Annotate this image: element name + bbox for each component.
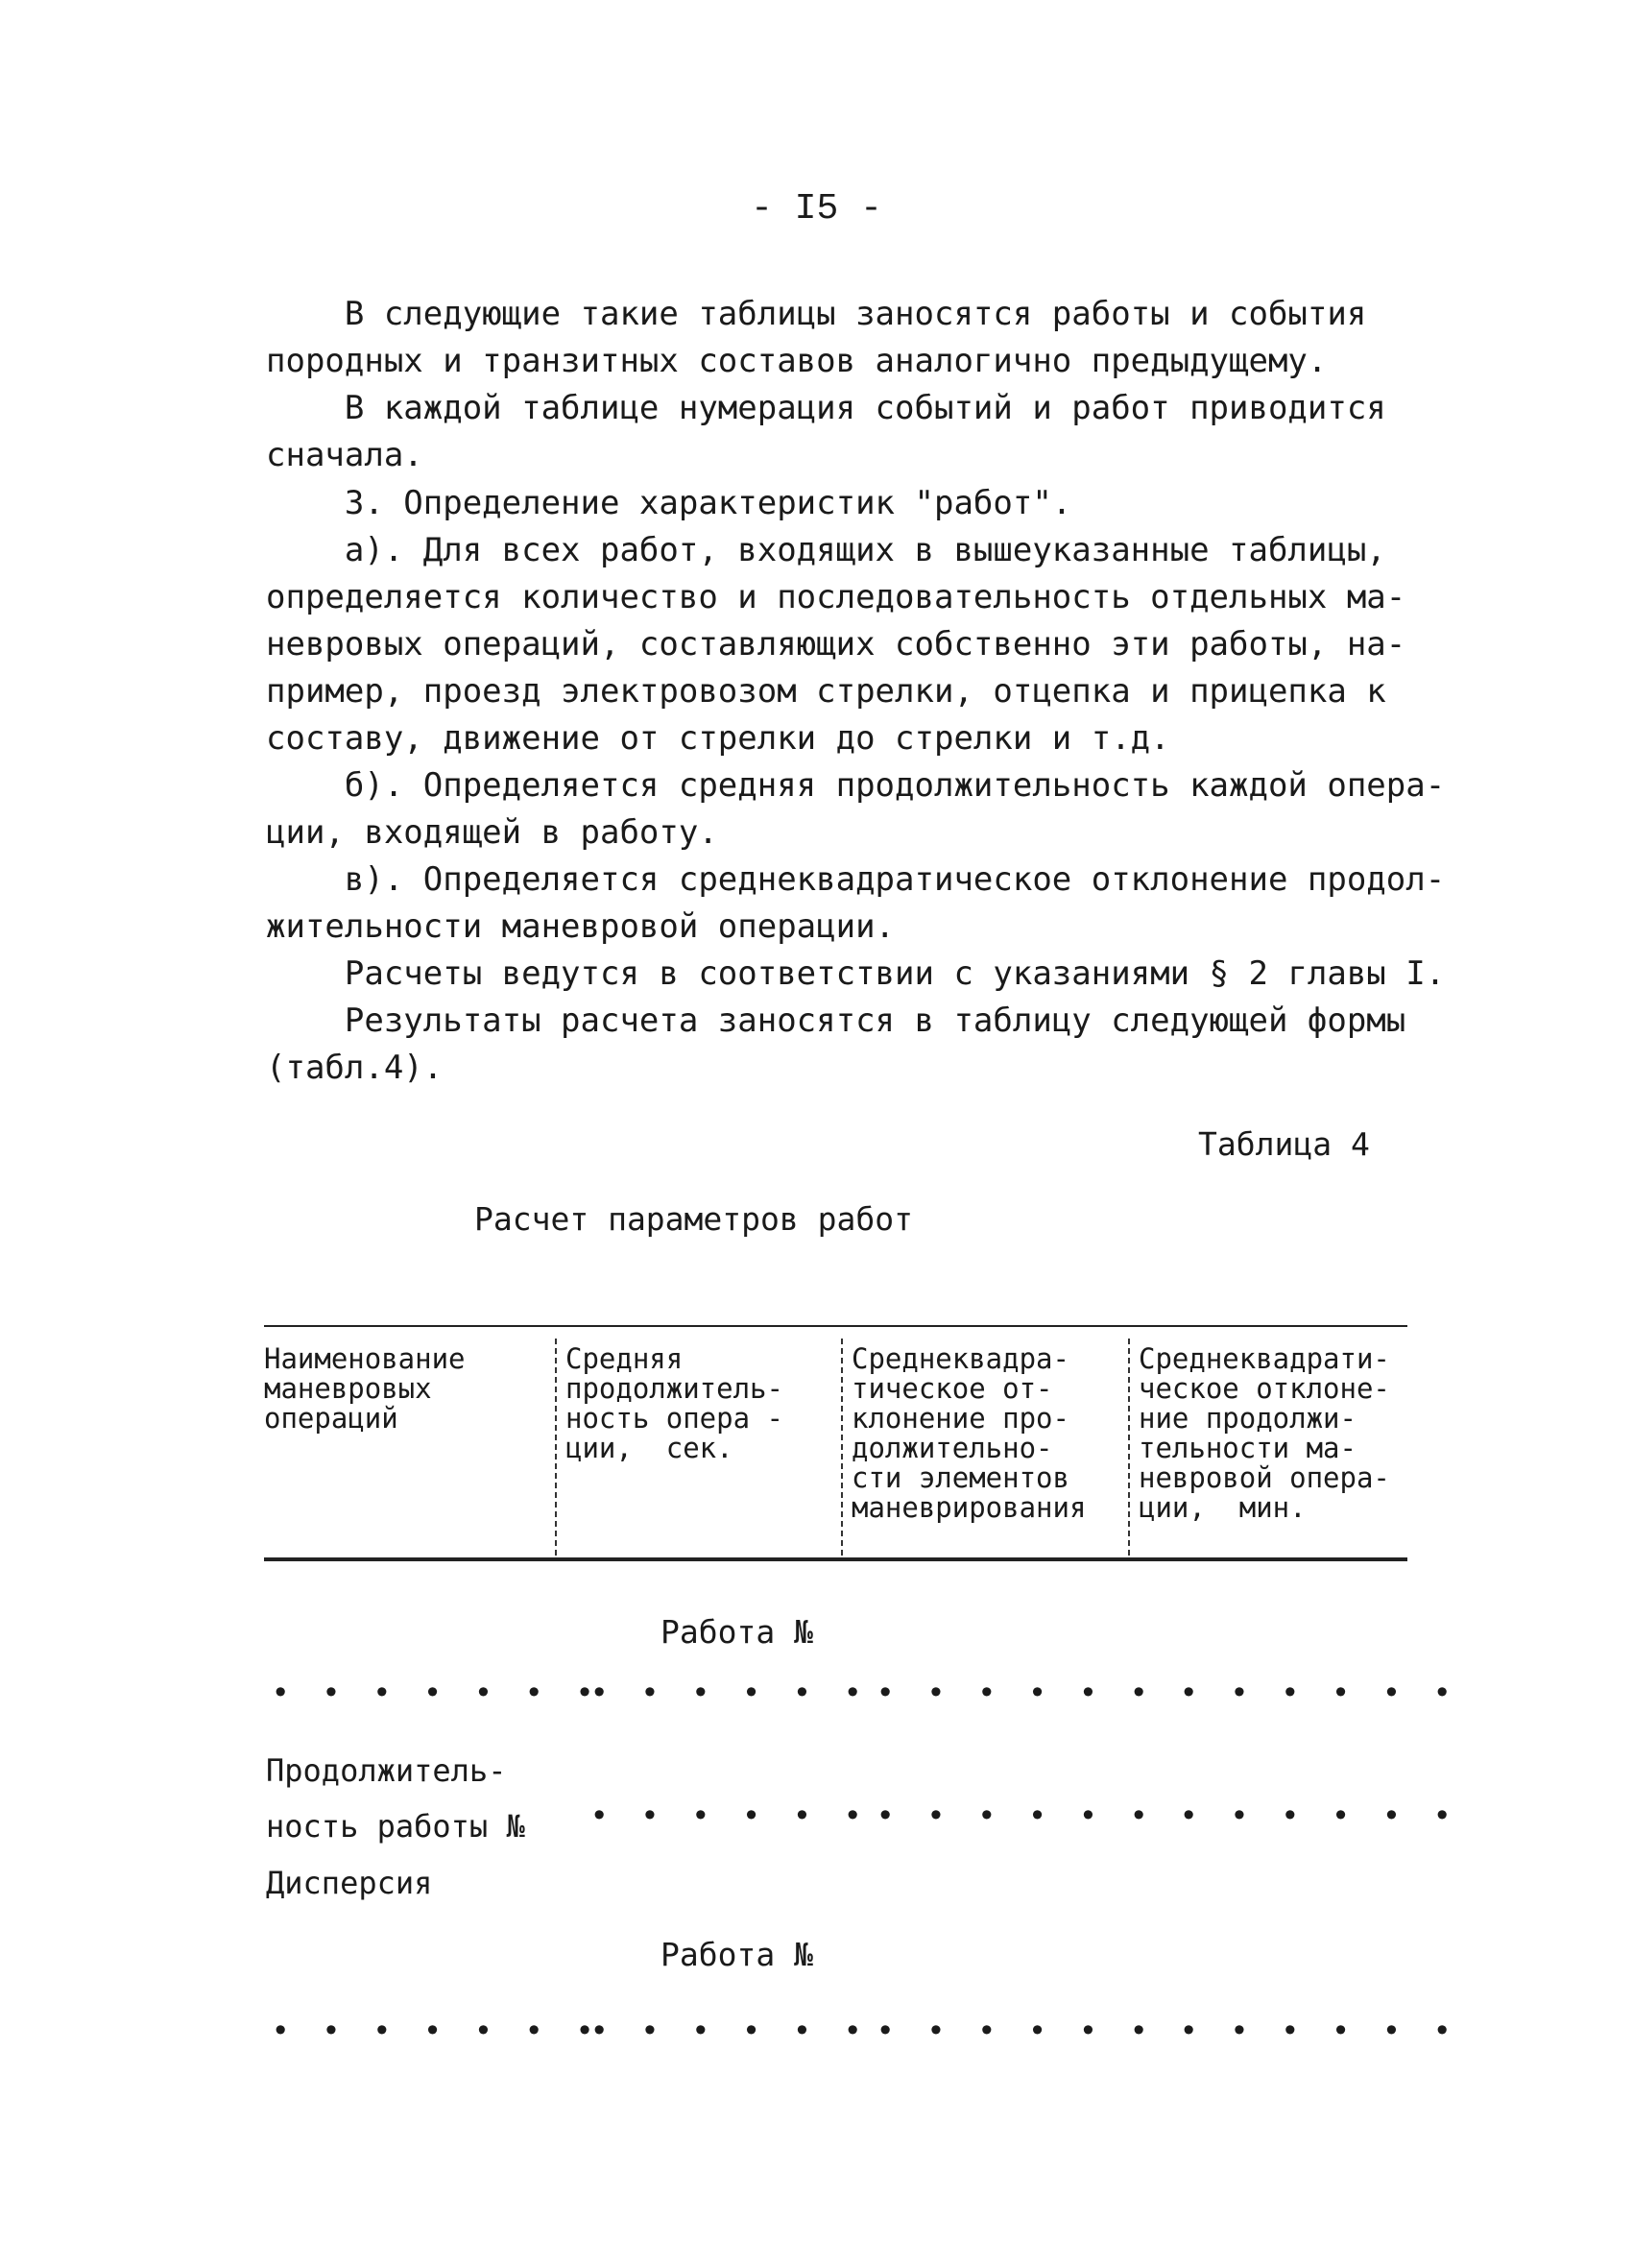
dots-row: • • • • • •	[1179, 2015, 1458, 2051]
dots-row: • • • • • •	[589, 1677, 869, 1713]
table-bottom-rule	[264, 1557, 1407, 1561]
dots-row: • • • • • •	[1179, 1799, 1458, 1836]
intro-paragraph: В следующие такие таблицы заносятся работы и события породных и транзитных составов аналогично предыдущему. В каждой таблице нумерация событий и работ приводится сначала.	[266, 295, 1386, 474]
table-top-rule	[264, 1325, 1407, 1327]
work-1-title: Работа №	[660, 1613, 813, 1651]
work-2-title: Работа №	[660, 1936, 813, 1973]
column-divider	[841, 1339, 843, 1556]
table-title: Расчет параметров работ	[474, 1200, 913, 1238]
dots-row: • • • • • • •	[271, 2015, 601, 2051]
dots-row: • • • • • • •	[271, 1677, 601, 1713]
dots-row: • • • • • •	[876, 2015, 1155, 2051]
dots-row: • • • • • •	[876, 1677, 1155, 1713]
header-mean-duration: Средняя продолжитель- ность опера - ции, сек.	[565, 1342, 783, 1464]
header-operation-deviation: Среднеквадрати- ческое отклоне- ние продолжи- тельности ма- невровой опера- ции, мин.	[1139, 1342, 1390, 1524]
dispersion-label: Дисперсия	[266, 1865, 433, 1901]
page-number: - I5 -	[751, 188, 882, 229]
dots-row: • • • • • •	[876, 1799, 1155, 1836]
table-caption: Таблица 4	[1198, 1125, 1370, 1163]
table-header	[264, 1325, 1407, 1561]
column-divider	[1128, 1339, 1130, 1556]
duration-label: Продолжитель- ность работы №	[266, 1752, 525, 1845]
header-operation-name: Наименование маневровых операций	[264, 1342, 466, 1435]
dots-row: • • • • • •	[1179, 1677, 1458, 1713]
section-3-paragraph: 3. Определение характеристик "работ". а). Для всех работ, входящих в вышеуказанные таблицы, определяется количество и последовательность отдельных ма- невровых операций, составляющих собственно эти работы, на- пример, проезд электровозом стрелки, отцепка и прицепка к составу, движение от стрелки до стрелки и т.д. б). Определяется средняя продолжительность каждой опера- ции, входящей в работу. в). Определяется среднеквадратическое отклонение продол- жительности маневровой операции. Расчеты ведутся в соответствии с указаниями § 2 главы I. Результаты расчета заносятся в таблицу следующей формы (табл.4).	[266, 484, 1446, 1087]
dots-row: • • • • • •	[589, 2015, 869, 2051]
header-element-deviation: Среднеквадра- тическое от- клонение про- должительно- сти элементов маневрирования	[852, 1342, 1087, 1524]
dots-row: • • • • • •	[589, 1799, 869, 1836]
column-divider	[555, 1339, 557, 1556]
